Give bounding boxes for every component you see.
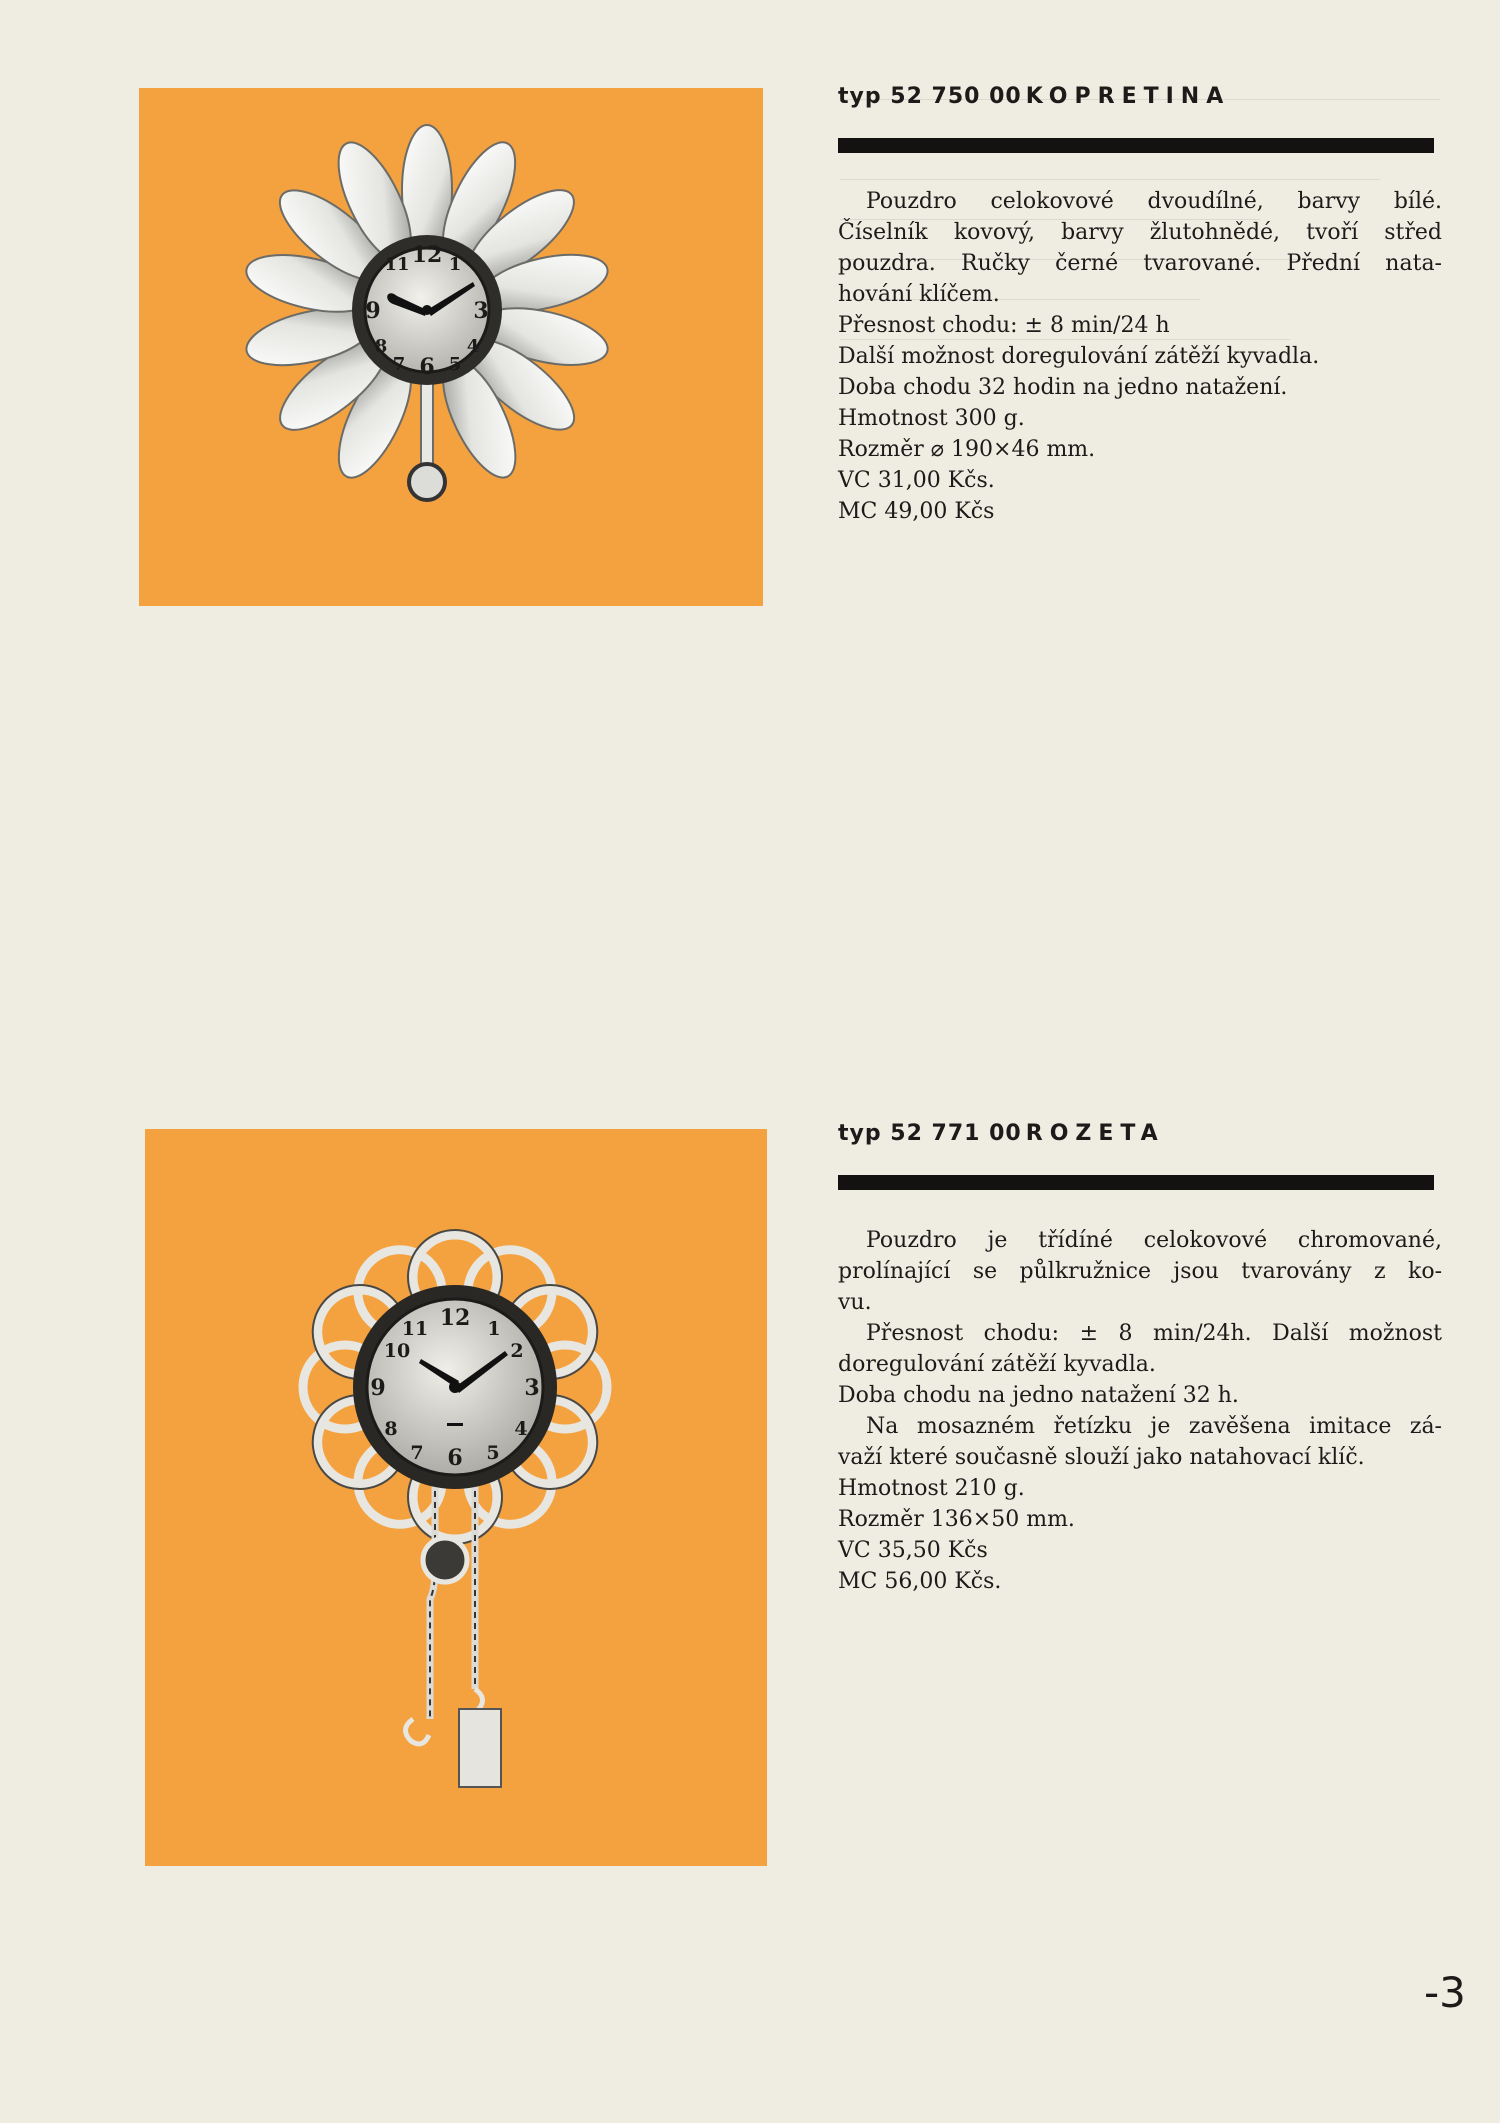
svg-text:4: 4 [466,336,480,357]
accuracy: doregulování zátěží kyvadla. [838,1352,1156,1377]
svg-text:12: 12 [411,242,443,268]
rosette-clock-illustration [145,1129,767,1866]
svg-text:11: 11 [384,254,410,275]
desc-line: Pouzdro je třídíné celokovové chromované, [866,1228,1442,1253]
product-title-rozeta [838,1121,1165,1146]
svg-text:3: 3 [524,1375,540,1401]
title-rule [838,138,1434,153]
chain-note: Na mosazném řetízku je zavěšena imitace zá- [866,1414,1442,1439]
product-name: KOPRETINA [1025,84,1231,109]
svg-text:4: 4 [514,1418,528,1440]
page-number: -3 [1424,1968,1466,2017]
svg-text:6: 6 [419,354,435,380]
svg-text:7: 7 [392,354,406,375]
desc-line: pouzdra. Ručky černé tvarované. Přední nata- [838,251,1442,276]
svg-text:10: 10 [383,1340,411,1362]
accuracy: Přesnost chodu: ± 8 min/24h. Další možnost [866,1321,1442,1346]
daisy-clock-illustration [139,88,763,606]
product-photo-rozeta [145,1129,767,1866]
desc-line: prolínající se půlkružnice jsou tvarovány z ko- [838,1259,1442,1284]
accuracy: Přesnost chodu: ± 8 min/24 h [838,313,1170,338]
desc-line: Číselník kovový, barvy žlutohnědé, tvoří střed [838,220,1442,245]
price-mc: MC 56,00 Kčs. [838,1569,1002,1594]
svg-text:1: 1 [448,254,462,275]
desc-line: hování klíčem. [838,282,1000,307]
runtime: Doba chodu na jedno natažení 32 h. [838,1383,1239,1408]
svg-text:9: 9 [365,298,381,324]
product-description-rozeta [838,1225,1442,1597]
svg-text:6: 6 [447,1445,463,1471]
price-vc: VC 35,50 Kčs [838,1538,988,1563]
desc-line: vu. [838,1290,872,1315]
svg-text:7: 7 [410,1442,424,1464]
size: Rozměr ⌀ 190×46 mm. [838,437,1096,462]
weight: Hmotnost 300 g. [838,406,1025,431]
weight: Hmotnost 210 g. [838,1476,1025,1501]
title-rule [838,1175,1434,1190]
svg-text:5: 5 [486,1442,500,1464]
svg-text:3: 3 [473,298,489,324]
runtime: Doba chodu 32 hodin na jedno natažení. [838,375,1288,400]
desc-line: Pouzdro celokovové dvoudílné, barvy bílé. [866,189,1442,214]
svg-text:2: 2 [510,1340,524,1362]
svg-text:5: 5 [448,354,462,375]
product-description-kopretina [838,186,1442,527]
type-number: typ 52 771 00 [838,1121,1022,1146]
svg-text:1: 1 [487,1318,501,1340]
svg-text:8: 8 [374,336,388,357]
product-title-kopretina [838,84,1230,109]
price-vc: VC 31,00 Kčs. [838,468,995,493]
size: Rozměr 136×50 mm. [838,1507,1075,1532]
product-photo-kopretina [139,88,763,606]
price-mc: MC 49,00 Kčs [838,499,995,524]
chain-note: važí které současně slouží jako natahovací klíč. [838,1445,1365,1470]
product-name: ROZETA [1025,1121,1165,1146]
svg-text:12: 12 [439,1305,471,1331]
svg-text:11: 11 [401,1318,429,1340]
svg-text:8: 8 [384,1418,398,1440]
type-number: typ 52 750 00 [838,84,1022,109]
svg-text:9: 9 [370,1375,386,1401]
regulation: Další možnost doregulování zátěží kyvadla. [838,344,1320,369]
